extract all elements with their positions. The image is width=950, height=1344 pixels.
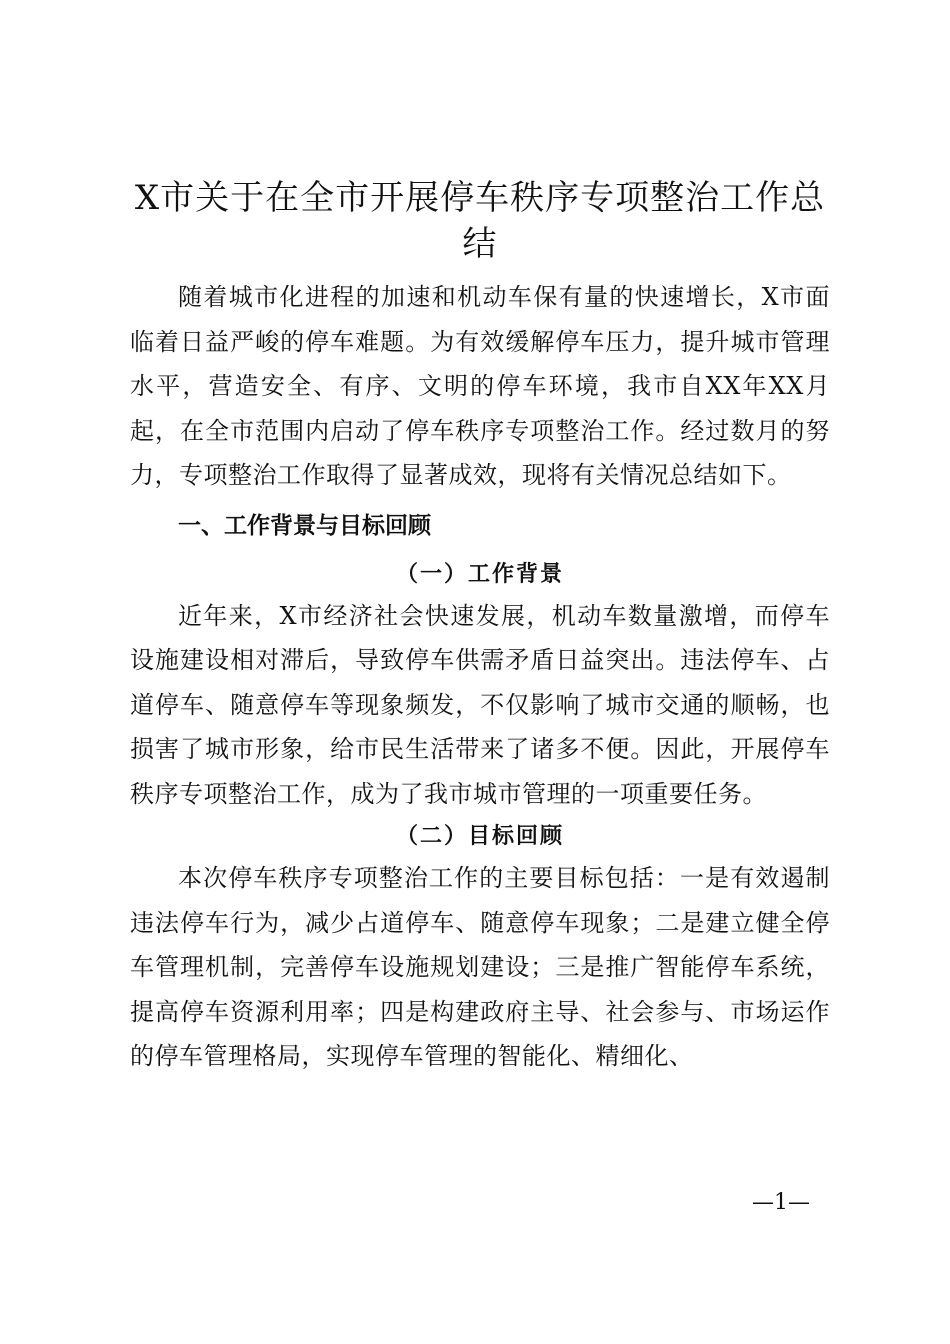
section-heading: 一、工作背景与目标回顾 [178, 512, 431, 539]
document-title: X市关于在全市开展停车秩序专项整治工作总结 [134, 178, 826, 264]
goals-paragraph: 本次停车秩序专项整治工作的主要目标包括：一是有效遏制违法停车行为，减少占道停车、随意停车现象；二是建立健全停车管理机制，完善停车设施规划建设；三是推广智能停车系统，提高停车资源利用率；四是构建政府主导、社会参与、市场运作的停车管理格局，实现停车管理的智能化、精细化、 [130, 864, 830, 1070]
intro-paragraph: 随着城市化进程的加速和机动车保有量的快速增长，X市面临着日益严峻的停车难题。为有效缓解停车压力，提升城市管理水平，营造安全、有序、文明的停车环境，我市自XX年XX月起，在全市范围内启动了停车秩序专项整治工作。经过数月的努力，专项整治工作取得了显著成效，现将有关情况总结如下。 [130, 283, 830, 489]
document-page [130, 175, 830, 1079]
subsection-heading-goals: （二）目标回顾 [395, 823, 564, 849]
page-number: —1— [752, 1190, 810, 1215]
subsection-heading-background: （一）工作背景 [395, 560, 564, 587]
background-paragraph: 近年来，X市经济社会快速发展，机动车数量激增，而停车设施建设相对滞后，导致停车供需矛盾日益突出。违法停车、占道停车、随意停车等现象频发，不仅影响了城市交通的顺畅，也损害了城市形象，给市民生活带来了诸多不便。因此，开展停车秩序专项整治工作，成为了我市城市管理的一项重要任务。 [130, 601, 830, 808]
